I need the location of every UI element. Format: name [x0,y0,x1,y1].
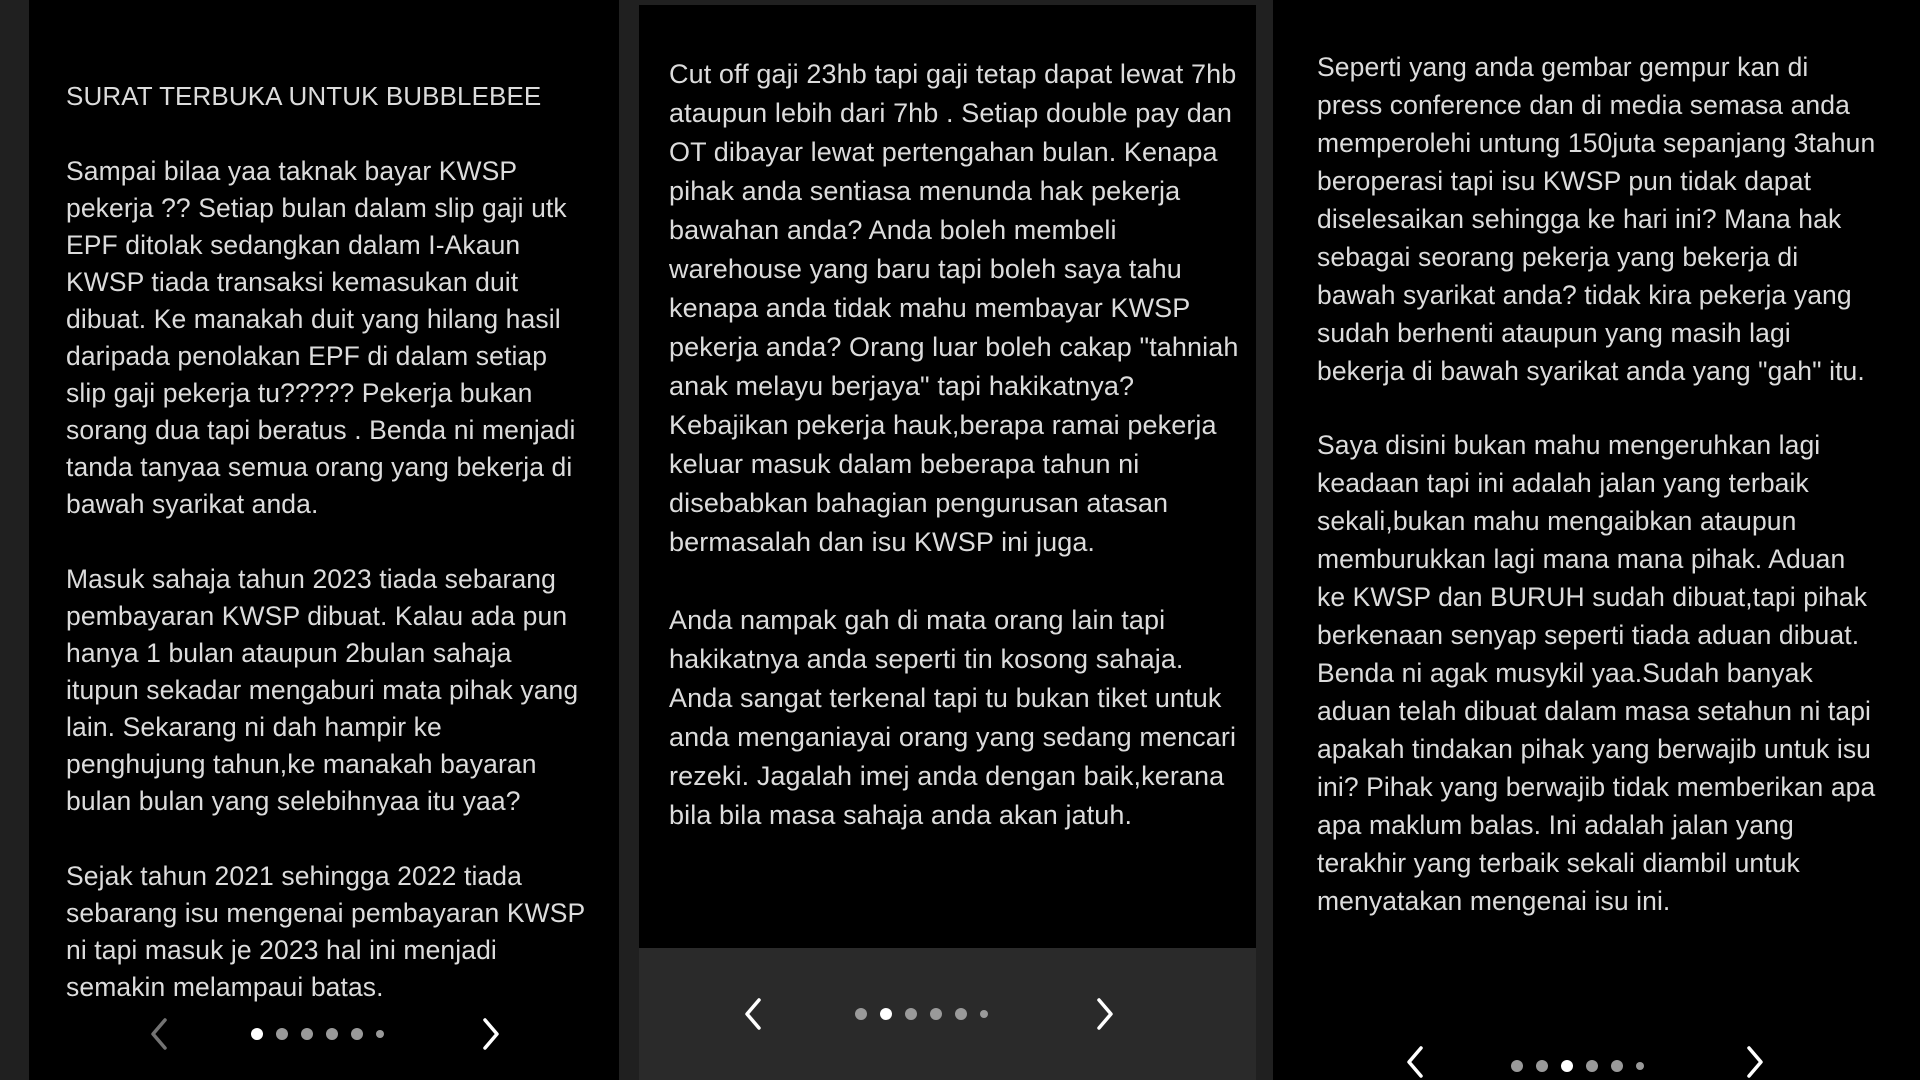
chevron-left-icon[interactable] [737,994,771,1034]
pagination-dot[interactable] [1561,1060,1573,1072]
pagination-dot[interactable] [351,1028,363,1040]
slide-text [1317,48,1877,956]
pagination-dot[interactable] [1636,1062,1644,1070]
chevron-right-icon[interactable] [473,1014,507,1054]
paragraph: Sampai bilaa yaa taknak bayar KWSP pekerja ?? Setiap bulan dalam slip gaji utk EPF ditolak sedangkan dalam I-Akaun KWSP tiada transaksi kemasukan duit dibuat. Ke manakah duit yang hilang hasil daripada penolakan EPF di dalam setiap slip gaji pekerja tu????? Pekerja bukan sorang dua tapi beratus . Benda ni menjadi tanda tanyaa semua orang yang bekerja di bawah syarikat anda. [66,156,576,519]
post-slide-1 [29,0,619,1080]
slide-2-nav-bar [639,948,1256,1080]
paragraph: Anda nampak gah di mata orang lain tapi hakikatnya anda seperti tin kosong sahaja. Anda sangat terkenal tapi tu bukan tiket untuk anda menganiayai orang yang sedang mencari rezeki. Jagalah imej anda dengan baik,kerana bila bila masa sahaja anda akan jatuh. [669,605,1237,830]
pagination-dots [251,1028,384,1040]
pagination-dots [855,1008,988,1020]
paragraph: Saya disini bukan mahu mengeruhkan lagi keadaan tapi ini adalah jalan yang terbaik sekali,bukan mahu mengaibkan ataupun memburukkan lagi mana mana pihak. Aduan ke KWSP dan BURUH sudah dibuat,tapi pihak berkenaan senyap seperti tiada aduan dibuat. Benda ni agak musykil yaa.Sudah banyak aduan telah dibuat dalam masa setahun ni tapi apakah tindakan pihak yang berwajib untuk isu ini? Pihak yang berwajib tidak memberikan apa apa maklum balas. Ini adalah jalan yang terakhir yang terbaik sekali diambil untuk menyatakan mengenai isu ini. [1317,430,1876,916]
chevron-left-icon[interactable] [1399,1042,1433,1080]
pagination-dot[interactable] [276,1028,288,1040]
pagination-dot[interactable] [955,1008,967,1020]
pagination-dot[interactable] [1611,1060,1623,1072]
pagination-dot[interactable] [251,1028,263,1040]
slide-text [669,55,1244,874]
pagination-dot[interactable] [326,1028,338,1040]
letter-heading: SURAT TERBUKA UNTUK BUBBLEBEE [66,81,542,111]
pagination-dots [1511,1060,1644,1072]
pagination-dot[interactable] [301,1028,313,1040]
paragraph: Masuk sahaja tahun 2023 tiada sebarang pembayaran KWSP dibuat. Kalau ada pun hanya 1 bulan ataupun 2bulan sahaja itupun sekadar mengaburi mata pihak yang lain. Sekarang ni dah hampir ke penghujung tahun,ke manakah bayaran bulan bulan yang selebihnyaa itu yaa? [66,564,579,816]
pagination-dot[interactable] [1536,1060,1548,1072]
paragraph: Seperti yang anda gembar gempur kan di press conference dan di media semasa anda memperolehi untung 150juta sepanjang 3tahun beroperasi tapi isu KWSP pun tidak dapat diselesaikan sehingga ke hari ini? Mana hak sebagai seorang pekerja yang bekerja di bawah syarikat anda? tidak kira pekerja yang sudah berhenti ataupun yang masih lagi bekerja di bawah syarikat anda yang "gah" itu. [1317,52,1876,386]
pagination-dot[interactable] [376,1030,384,1038]
pagination-dot[interactable] [930,1008,942,1020]
slide-text [66,78,586,1044]
chevron-right-icon[interactable] [1737,1042,1771,1080]
post-slide-2 [639,5,1256,948]
paragraph: Sejak tahun 2021 sehingga 2022 tiada sebarang isu mengenai pembayaran KWSP ni tapi masuk je 2023 hal ini menjadi semakin melampaui batas. [66,861,585,1002]
pagination-dot[interactable] [1511,1060,1523,1072]
paragraph: Cut off gaji 23hb tapi gaji tetap dapat lewat 7hb ataupun lebih dari 7hb . Setiap double pay dan OT dibayar lewat pertengahan bulan. Kenapa pihak anda sentiasa menunda hak pekerja bawahan anda? Anda boleh membeli warehouse yang baru tapi boleh saya tahu kenapa anda tidak mahu membayar KWSP pekerja anda? Orang luar boleh cakap "tahniah anak melayu berjaya" tapi hakikatnya? Kebajikan pekerja hauk,berapa ramai pekerja keluar masuk dalam beberapa tahun ni disebabkan bahagian pengurusan atasan bermasalah dan isu KWSP ini juga. [669,59,1239,557]
pagination-dot[interactable] [855,1008,867,1020]
pagination-dot[interactable] [980,1010,988,1018]
chevron-left-icon[interactable] [143,1014,177,1054]
pagination-dot[interactable] [1586,1060,1598,1072]
post-slide-3 [1273,0,1920,1080]
pagination-dot[interactable] [905,1008,917,1020]
pagination-dot[interactable] [880,1008,892,1020]
chevron-right-icon[interactable] [1087,994,1121,1034]
